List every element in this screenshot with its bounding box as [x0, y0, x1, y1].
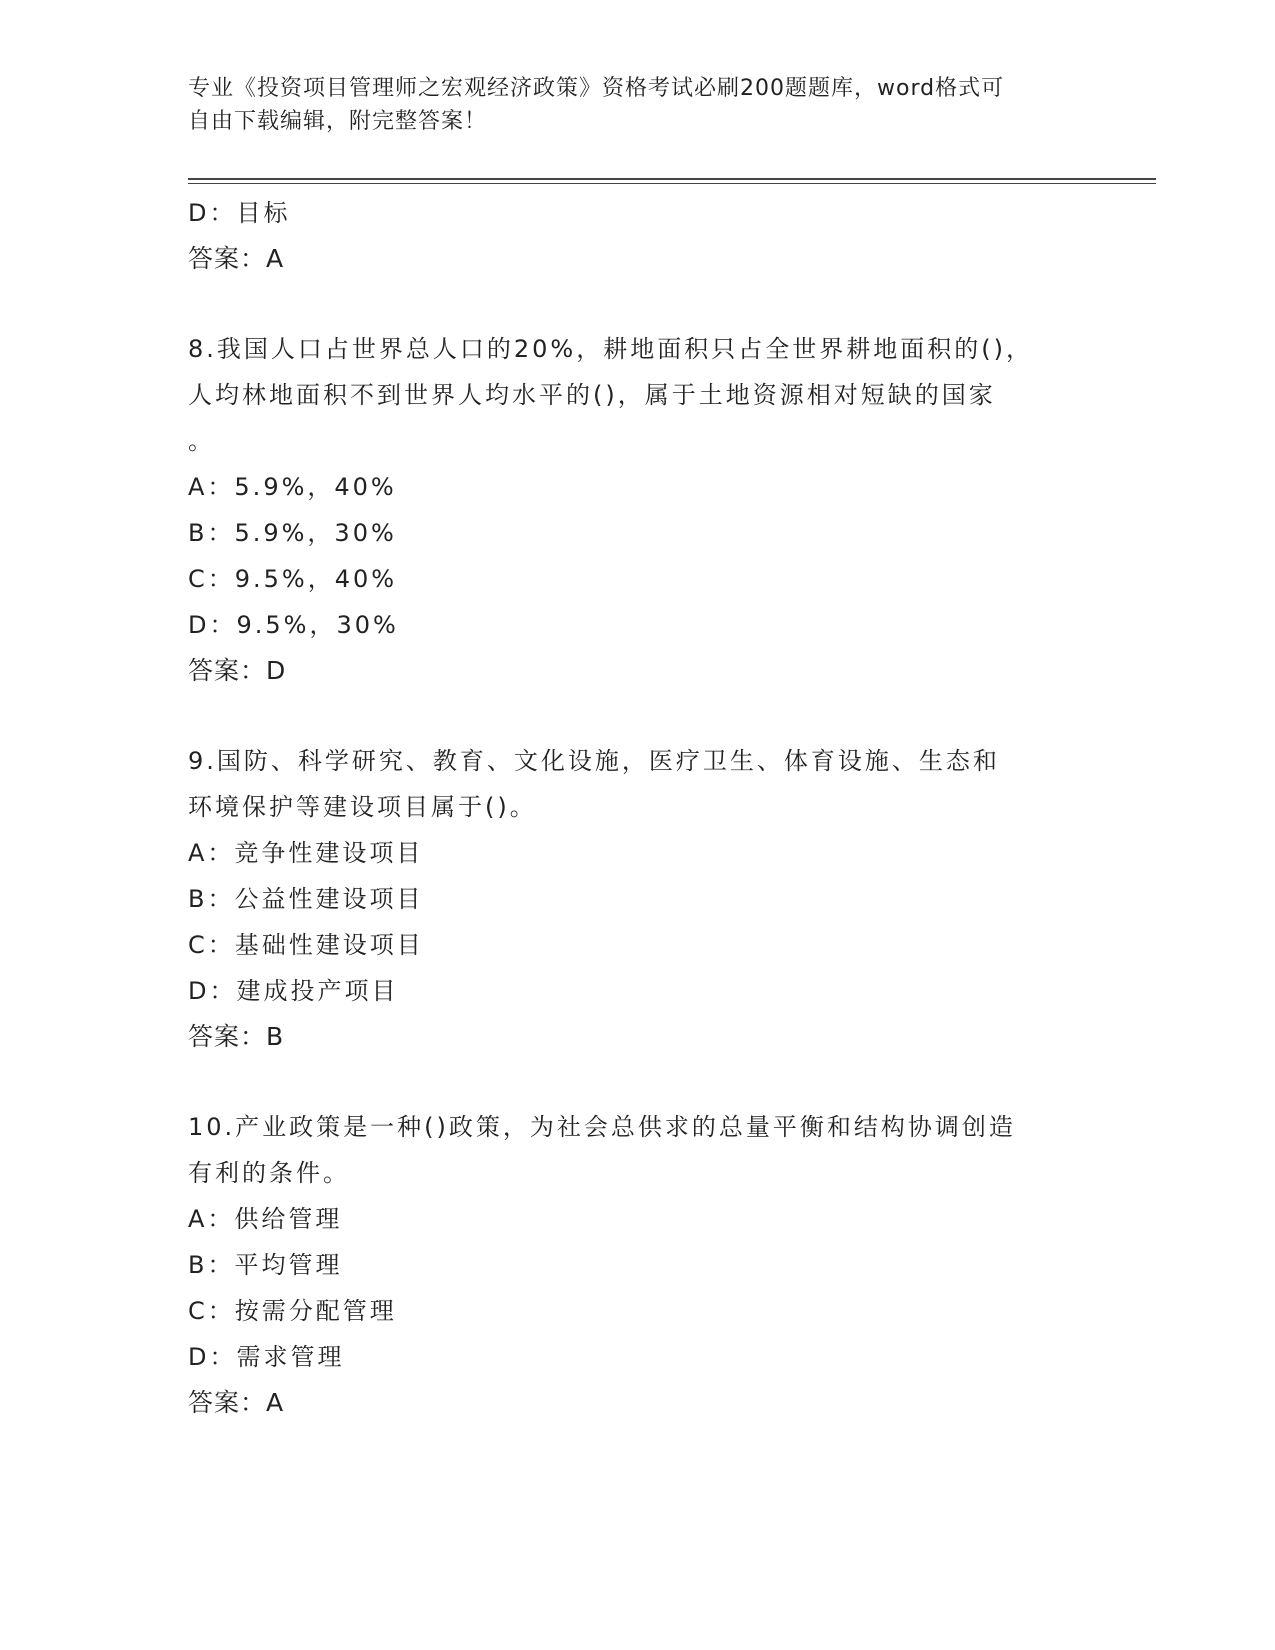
carryover-option-d: D：目标: [188, 199, 291, 227]
header-line-1: 专业《投资项目管理师之宏观经济政策》资格考试必刷200题题库，word格式可: [188, 76, 1005, 101]
answer: 答案：A: [188, 1388, 285, 1417]
header-line-2: 自由下载编辑，附完整答案！: [188, 109, 488, 134]
option-c: C：9.5%，40%: [188, 565, 398, 593]
option-c: C：按需分配管理: [188, 1297, 397, 1325]
option-d: D：需求管理: [188, 1343, 345, 1371]
option-d: D：建成投产项目: [188, 977, 399, 1005]
option-b: B：平均管理: [188, 1251, 343, 1279]
question-stem-line: 8.我国人口占世界总人口的20%，耕地面积只占全世界耕地面积的()，: [188, 335, 1033, 363]
question-stem-line: 环境保护等建设项目属于()。: [188, 793, 537, 821]
question-stem-line: 9.国防、科学研究、教育、文化设施，医疗卫生、体育设施、生态和: [188, 747, 1000, 775]
option-a: A：5.9%，40%: [188, 473, 397, 501]
option-d: D：9.5%，30%: [188, 611, 399, 639]
option-a: A：供给管理: [188, 1205, 343, 1233]
question-9: [188, 738, 1088, 1060]
option-b: B：5.9%，30%: [188, 519, 397, 547]
question-stem-line: 。: [188, 427, 215, 455]
question-8: [188, 326, 1088, 694]
question-list: [188, 190, 1088, 1426]
option-a: A：竞争性建设项目: [188, 839, 424, 867]
question-10: [188, 1104, 1088, 1426]
carryover-answer: 答案：A: [188, 244, 285, 273]
option-b: B：公益性建设项目: [188, 885, 424, 913]
question-stem-line: 10.产业政策是一种()政策，为社会总供求的总量平衡和结构协调创造: [188, 1113, 1016, 1141]
header-rule-thin: [188, 183, 1156, 184]
question-stem-line: 有利的条件。: [188, 1159, 350, 1187]
option-c: C：基础性建设项目: [188, 931, 424, 959]
question-stem-line: 人均林地面积不到世界人均水平的()，属于土地资源相对短缺的国家: [188, 381, 996, 409]
answer: 答案：D: [188, 656, 287, 685]
header-rule: [188, 178, 1156, 180]
document-header: [188, 72, 1088, 138]
answer: 答案：B: [188, 1022, 285, 1051]
